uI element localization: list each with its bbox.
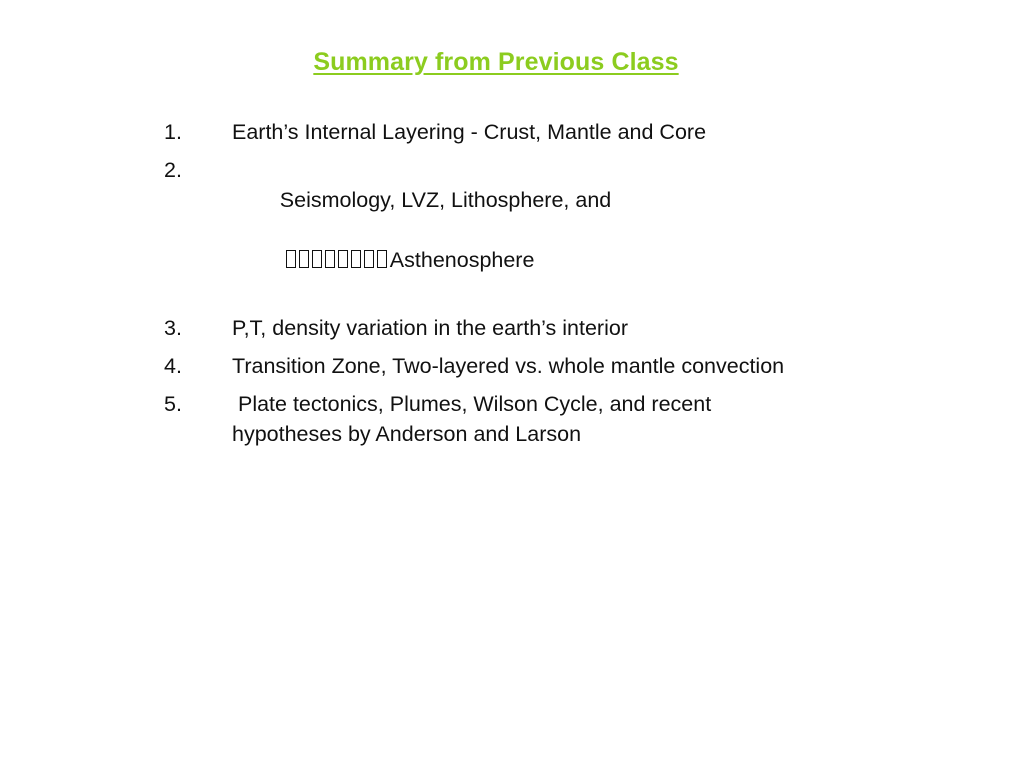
list-item-text: P,T, density variation in the earth’s interior <box>232 316 628 340</box>
list-item-text: Seismology, LVZ, Lithosphere, and <box>279 188 612 212</box>
list-item <box>164 389 824 449</box>
summary-list <box>164 117 824 457</box>
list-item-number: 5. <box>164 392 182 416</box>
list-item <box>164 117 824 147</box>
list-item-number: 1. <box>164 120 182 144</box>
list-item-number: 3. <box>164 316 182 340</box>
slide-title: Summary from Previous Class <box>313 48 679 76</box>
missing-glyph-box <box>351 250 361 268</box>
list-item <box>164 155 824 305</box>
list-item-number: 4. <box>164 354 182 378</box>
list-item-continuation: Asthenosphere <box>389 248 535 272</box>
missing-glyph-box <box>325 250 335 268</box>
list-item-text: Transition Zone, Two-layered vs. whole mantle convection <box>232 354 785 378</box>
missing-glyph-box <box>286 250 296 268</box>
missing-glyph-box <box>377 250 387 268</box>
list-item-text: Earth’s Internal Layering - Crust, Mantle and Core <box>232 120 707 144</box>
missing-glyph-run <box>286 246 390 276</box>
list-item <box>164 313 824 343</box>
list-item <box>164 351 824 381</box>
list-item-text-container <box>232 155 824 305</box>
missing-glyph-box <box>312 250 322 268</box>
missing-glyph-box <box>338 250 348 268</box>
list-item-number: 2. <box>164 158 182 182</box>
list-item-text: Plate tectonics, Plumes, Wilson Cycle, and recent hypotheses by Anderson and Larson <box>232 392 718 446</box>
missing-glyph-box <box>364 250 374 268</box>
missing-glyph-box <box>299 250 309 268</box>
